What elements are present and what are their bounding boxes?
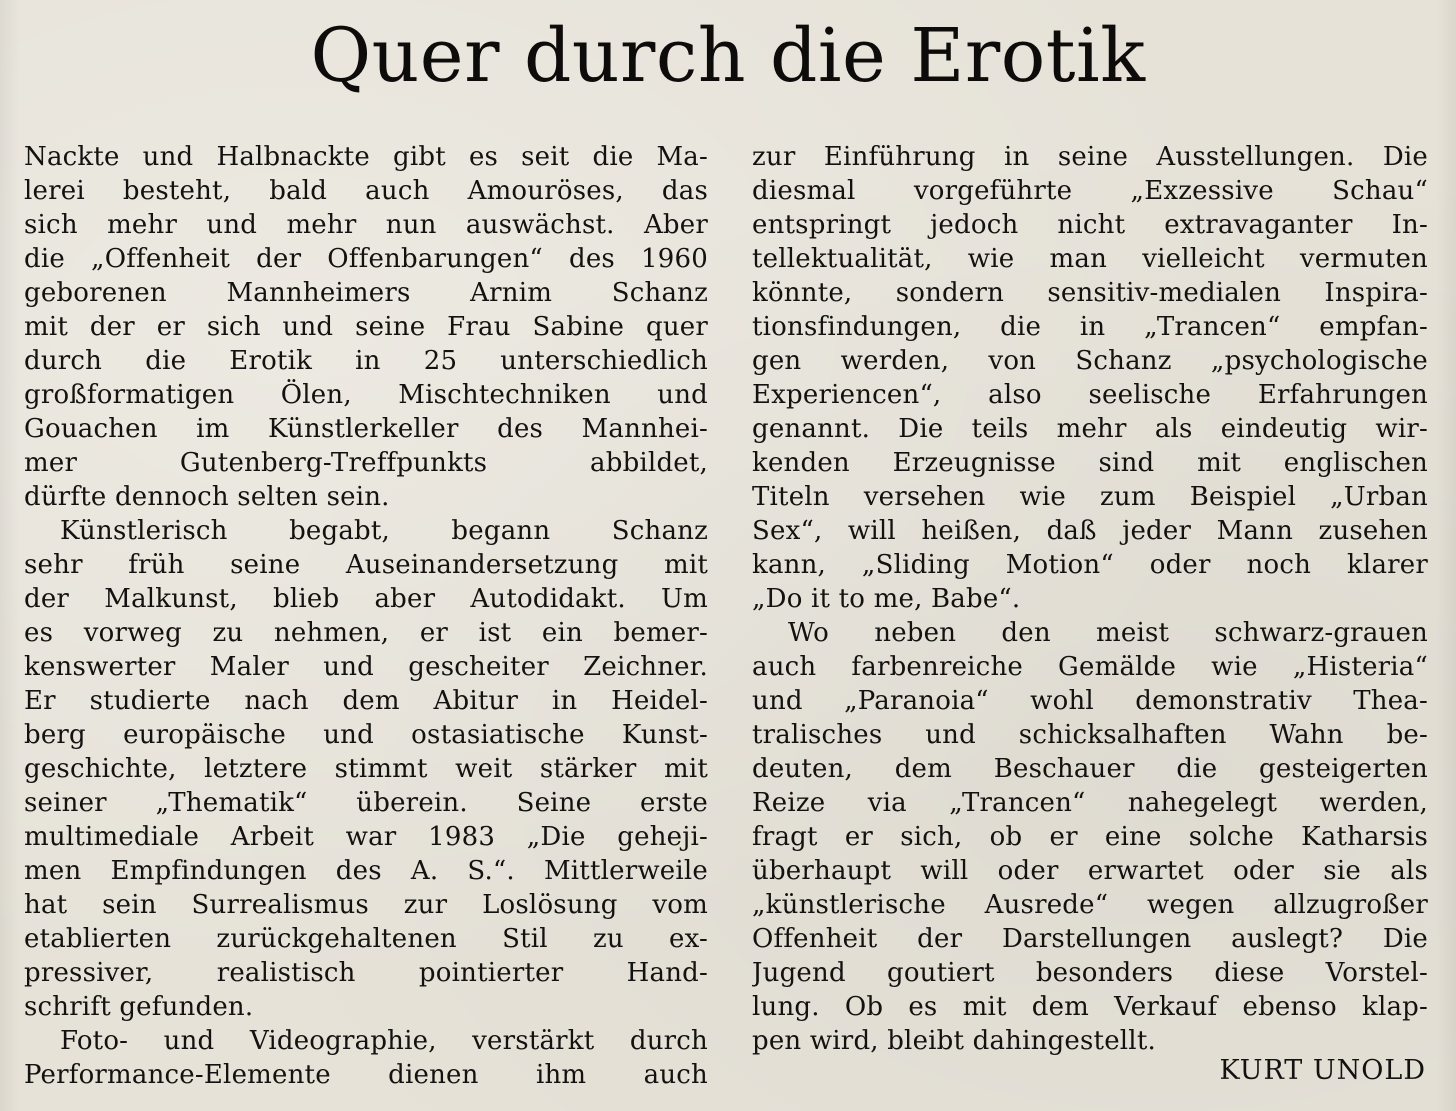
text-line: Wo neben den meist schwarz-grauen (788, 618, 1428, 648)
text-line: fragt er sich, ob er eine solche Katharsis (752, 822, 1428, 852)
article-column-right (752, 140, 1428, 1058)
text-line: sich mehr und mehr nun auswächst. Aber (24, 210, 708, 240)
article-headline: Quer durch die Erotik (310, 13, 1146, 99)
text-line: entspringt jedoch nicht extravaganter In- (752, 210, 1428, 240)
text-line: diesmal vorgeführte „Exzessive Schau“ (752, 176, 1428, 206)
text-line: Foto- und Videographie, verstärkt durch (60, 1026, 708, 1056)
text-line: lerei besteht, bald auch Amouröses, das (24, 176, 708, 206)
text-line: Künstlerisch begabt, begann Schanz (60, 516, 708, 546)
text-line: mit der er sich und seine Frau Sabine quer (24, 312, 708, 342)
text-line: pen wird, bleibt dahingestellt. (752, 1026, 1156, 1056)
text-line: tellektualität, wie man vielleicht vermuten (752, 244, 1428, 274)
text-line: tralisches und schicksalhaften Wahn be- (752, 720, 1428, 750)
text-line: durch die Erotik in 25 unterschiedlich (24, 346, 708, 376)
paper-edge-right (1436, 0, 1456, 1111)
text-line: kenden Erzeugnisse sind mit englischen (752, 448, 1428, 478)
text-line: geborenen Mannheimers Arnim Schanz (24, 278, 708, 308)
text-line: geschichte, letztere stimmt weit stärker mit (24, 754, 708, 784)
text-line: men Empfindungen des A. S.“. Mittlerweile (24, 856, 708, 886)
text-line: Offenheit der Darstellungen auslegt? Die (752, 924, 1428, 954)
text-line: Sex“, will heißen, daß jeder Mann zusehen (752, 516, 1428, 546)
text-line: Gouachen im Künstlerkeller des Mannhei- (24, 414, 708, 444)
text-line: etablierten zurückgehaltenen Stil zu ex- (24, 924, 708, 954)
text-line: multimediale Arbeit war 1983 „Die geheji- (24, 822, 708, 852)
text-line: schrift gefunden. (24, 992, 254, 1022)
text-line: tionsfindungen, die in „Trancen“ empfan- (752, 312, 1428, 342)
text-line: Jugend goutiert besonders diese Vorstel- (752, 958, 1428, 988)
text-line: Performance-Elemente dienen ihm auch (24, 1060, 708, 1090)
text-line: lung. Ob es mit dem Verkauf ebenso klap- (752, 992, 1428, 1022)
text-line: sehr früh seine Auseinandersetzung mit (24, 550, 708, 580)
text-line: Titeln versehen wie zum Beispiel „Urban (752, 482, 1428, 512)
text-line: genannt. Die teils mehr als eindeutig wir- (752, 414, 1428, 444)
text-line: zur Einführung in seine Ausstellungen. Die (752, 142, 1428, 172)
article-column-left (24, 140, 708, 1092)
text-line: könnte, sondern sensitiv-medialen Inspira- (752, 278, 1428, 308)
text-line: Er studierte nach dem Abitur in Heidel- (24, 686, 708, 716)
text-line: Experiencen“, also seelische Erfahrungen (752, 380, 1428, 410)
text-line: deuten, dem Beschauer die gesteigerten (752, 754, 1428, 784)
text-line: dürfte dennoch selten sein. (24, 482, 390, 512)
text-line: „künstlerische Ausrede“ wegen allzugroßer (752, 890, 1428, 920)
text-line: Nackte und Halbnackte gibt es seit die Ma- (24, 142, 708, 172)
paper-edge-left (0, 0, 20, 1111)
text-line: die „Offenheit der Offenbarungen“ des 1960 (24, 244, 708, 274)
text-line: großformatigen Ölen, Mischtechniken und (24, 380, 708, 410)
text-line: überhaupt will oder erwartet oder sie als (752, 856, 1428, 886)
text-line: Reize via „Trancen“ nahegelegt werden, (752, 788, 1428, 818)
text-line: pressiver, realistisch pointierter Hand- (24, 958, 708, 988)
text-line: es vorweg zu nehmen, er ist ein bemer- (24, 618, 708, 648)
text-line: berg europäische und ostasiatische Kunst- (24, 720, 708, 750)
author-byline: KURT UNOLD (1219, 1055, 1426, 1086)
text-line: seiner „Thematik“ überein. Seine erste (24, 788, 708, 818)
text-line: und „Paranoia“ wohl demonstrativ Thea- (752, 686, 1428, 716)
text-line: hat sein Surrealismus zur Loslösung vom (24, 890, 708, 920)
text-line: auch farbenreiche Gemälde wie „Histeria“ (752, 652, 1428, 682)
text-line: mer Gutenberg-Treffpunkts abbildet, (24, 448, 708, 478)
text-line: „Do it to me, Babe“. (752, 584, 1021, 614)
text-line: kann, „Sliding Motion“ oder noch klarer (752, 550, 1428, 580)
text-line: der Malkunst, blieb aber Autodidakt. Um (24, 584, 708, 614)
text-line: kenswerter Maler und gescheiter Zeichner. (24, 652, 708, 682)
text-line: gen werden, von Schanz „psychologische (752, 346, 1428, 376)
